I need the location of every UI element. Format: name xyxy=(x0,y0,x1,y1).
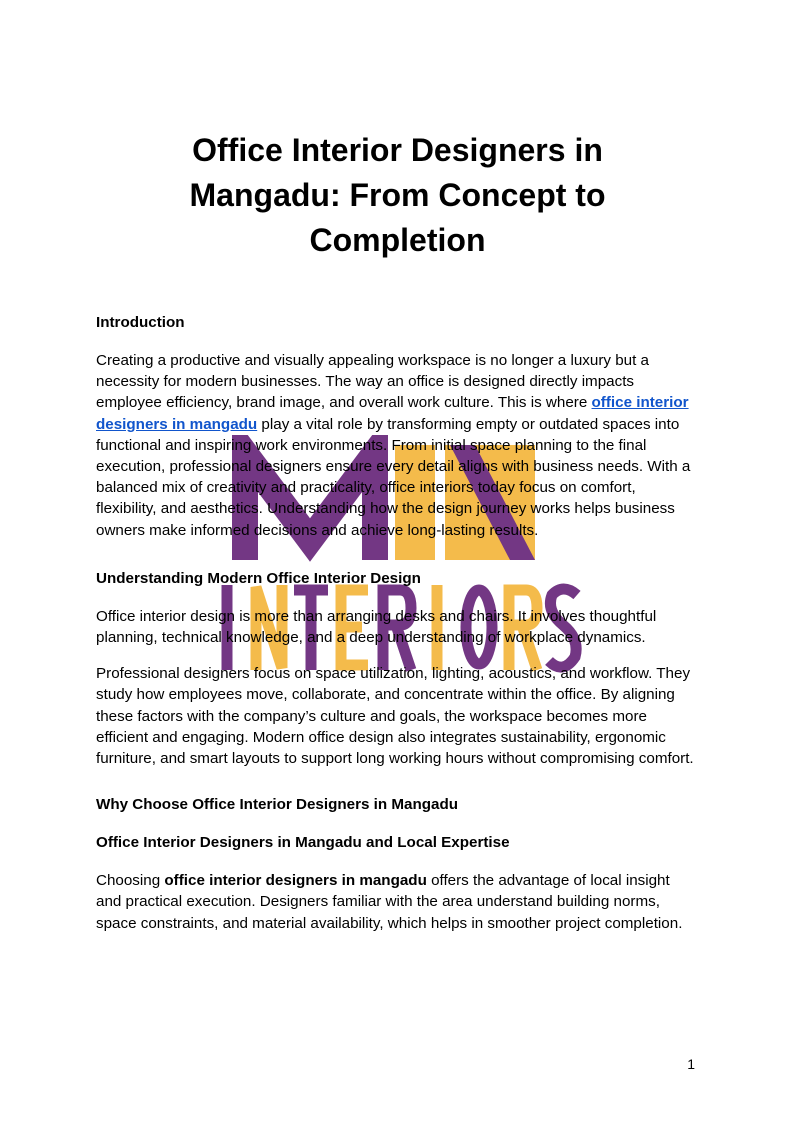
heading-why-choose: Why Choose Office Interior Designers in Mangadu xyxy=(96,796,459,814)
heading-modern-design: Understanding Modern Office Interior Design xyxy=(96,569,421,587)
office-interior-designers-link[interactable]: office interior designers in mangadu xyxy=(96,394,689,433)
page-title: Office Interior Designers in Mangadu: From Concept to Completion xyxy=(189,132,606,258)
modern-paragraph-2: Professional designers focus on space utilization, lighting, acoustics, and workflow. They study how employees move, collaborate, and concentrate within the office. By aligning these factors with the company’s culture and goals, the workspace becomes more efficient and engaging. Modern office design also integrates sustainability, ergonomic furniture, and smart layouts to support long working hours without compromising comfort. xyxy=(96,665,694,768)
heading-local-expertise: Office Interior Designers in Mangadu and Local Expertise xyxy=(96,834,510,852)
intro-paragraph xyxy=(96,350,699,541)
text: play a vital role by transforming empty or outdated spaces into functional and inspiring work environments. From initial space planning to the final execution, professional designers ensure every detail aligns with business needs. With a balanced mix of creativity and practicality, office interiors today focus on comfort, flexibility, and aesthetics. Understanding how the design journey works helps business owners make informed decisions and achieve long-lasting results. xyxy=(96,415,691,539)
heading-introduction: Introduction xyxy=(96,314,185,331)
text: offers the advantage of local insight and practical execution. Designers familiar with the area understand building norms, space constraints, and material availability, which helps in smoother project completion. xyxy=(96,872,683,932)
text: Creating a productive and visually appealing workspace is no longer a luxury but a necessity for modern businesses. The way an office is designed directly impacts employee efficiency, brand image, and overall work culture. This is where xyxy=(96,352,649,412)
text: Choosing xyxy=(96,872,165,890)
local-paragraph xyxy=(96,870,699,934)
document-body xyxy=(96,312,699,949)
page-number: 1 xyxy=(687,1056,695,1072)
modern-paragraph-1: Office interior design is more than arranging desks and chairs. It involves thoughtful planning, technical knowledge, and a deep understanding of workplace dynamics. xyxy=(96,607,657,647)
bold-text: office interior designers in mangadu xyxy=(164,872,427,890)
